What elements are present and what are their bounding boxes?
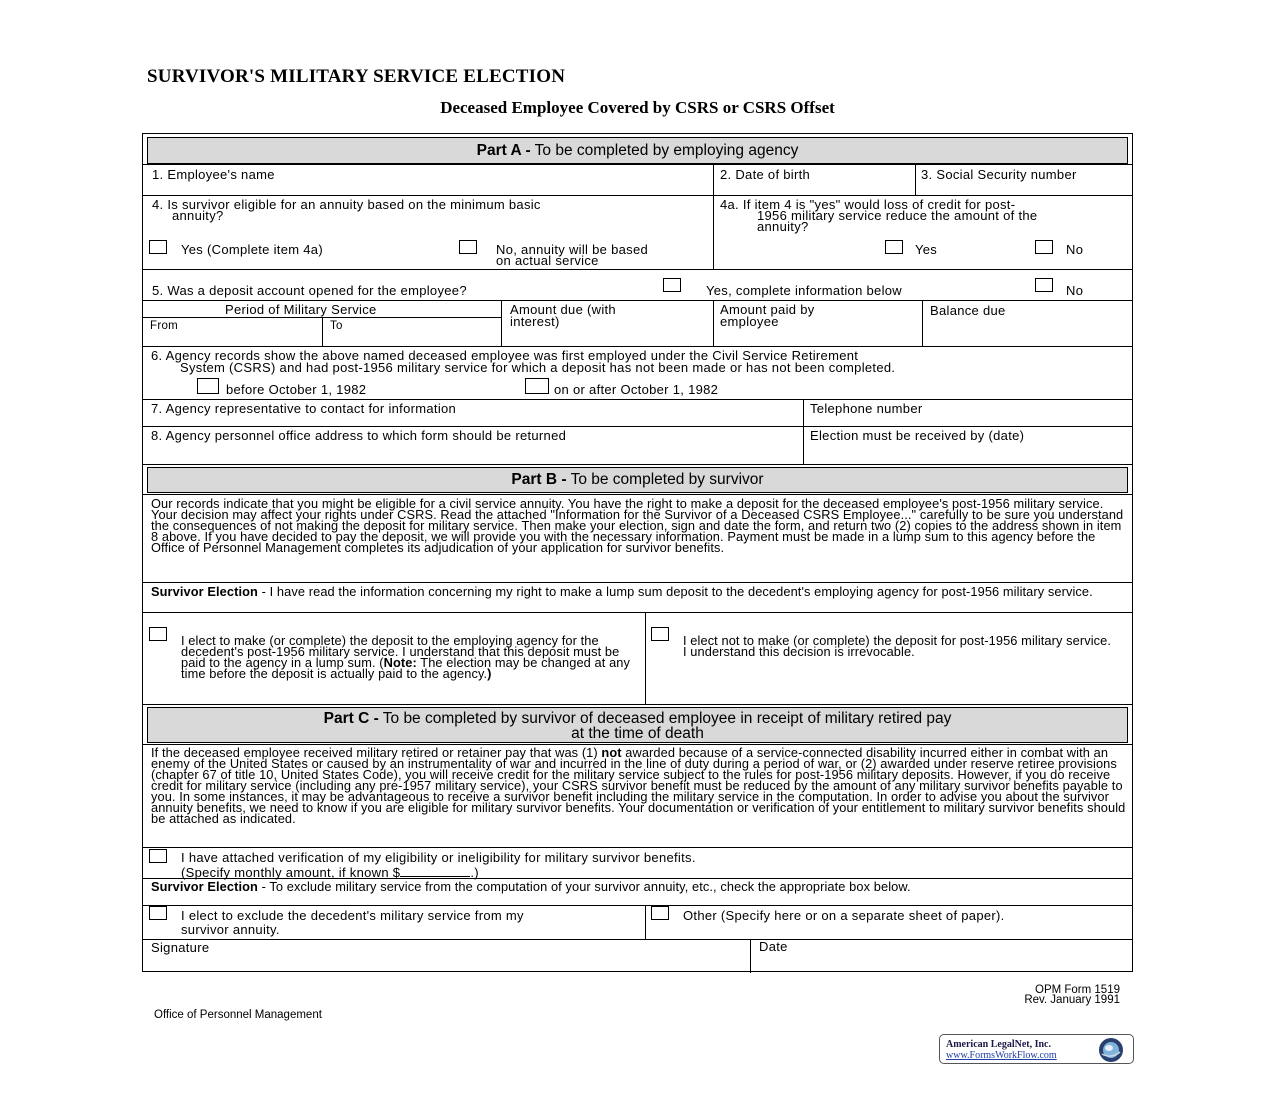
item4-no-label: No, annuity will be based: [496, 242, 649, 257]
part-a-heading: Part A - To be completed by employing agency: [147, 137, 1128, 164]
elect-not-make-deposit-checkbox[interactable]: [651, 627, 669, 641]
verification-text: I have attached verification of my eligibility or ineligibility for military survivor benefits.: [181, 850, 696, 865]
elect-not-make-deposit-text: I elect not to make (or complete) the deposit for post-1956 military service. I understand this decision is irrevocable.: [683, 633, 1112, 659]
amount-paid-label: Amount paid by: [720, 302, 815, 317]
form-subtitle: Deceased Employee Covered by CSRS or CSRS Offset: [440, 98, 835, 117]
item4-yes-label: Yes (Complete item 4a): [181, 242, 323, 257]
part-c-intro: If the deceased employee received military retired or retainer pay that was (1) not awarded because of a service-connected disability incurred either in combat with an enemy of the United States or caused by an instrumentality of war and incurred in the line of duty during a period of war, or (2) awarded under reserve retiree provisions (chapter 67 of title 10, United States Code), you will receive credit for the military service subject to the rules for post-1956 military deposits. However, if you do receive credit for military service (including any pre-1957 military service), your CSRS survivor benefit must be reduced by the amount of any military survivor benefits payable to you. In some instances, it may be advantageous to receive a survivor benefit including the military service in the computation. In order to advise you about the survivor annuity benefits, we need to know if you are eligible for military survivor benefits. Your documentation or verification of your entitlement to military survivor benefits should be attached as indicated.: [151, 745, 1126, 826]
exclude-military-text: I elect to exclude the decedent's military service from my: [181, 908, 524, 923]
item5-question: 5. Was a deposit account opened for the employee?: [152, 283, 467, 298]
exclude-military-checkbox[interactable]: [149, 906, 167, 920]
globe-icon: [1098, 1037, 1124, 1063]
item4-no-label-cont: on actual service: [496, 253, 599, 268]
logo-company: American LegalNet, Inc.: [946, 1039, 1051, 1050]
logo-url[interactable]: www.FormsWorkFlow.com: [946, 1050, 1057, 1061]
item6-text: 6. Agency records show the above named deceased employee was first employed under the Civil Service Retirement: [151, 348, 859, 363]
item4a-question: 4a. If item 4 is "yes" would loss of credit for post-: [720, 197, 1016, 212]
item5-no-checkbox[interactable]: [1035, 278, 1053, 292]
other-text: Other (Specify here or on a separate sheet of paper).: [683, 908, 1005, 923]
exclude-military-text-cont: survivor annuity.: [181, 922, 280, 937]
item4-yes-checkbox[interactable]: [149, 240, 167, 254]
elect-make-deposit-text: I elect to make (or complete) the deposit to the employing agency for the decedent's post-1956 military service. I understand that this deposit must be paid to the agency in a lump sum. (Note: The election may be changed at any time before the deposit is actually paid to the agency.): [181, 633, 631, 681]
legalnet-logo[interactable]: [939, 1034, 1134, 1064]
item6-after-label: on or after October 1, 1982: [554, 382, 719, 397]
signature-label: Signature: [151, 940, 210, 955]
date-label: Date: [759, 939, 788, 954]
elect-make-deposit-checkbox[interactable]: [149, 627, 167, 641]
item4a-question-cont: 1956 military service reduce the amount of the: [757, 208, 1038, 223]
form-title: SURVIVOR'S MILITARY SERVICE ELECTION: [147, 66, 566, 87]
date-of-birth-label: 2. Date of birth: [720, 167, 811, 182]
item4a-yes-label: Yes: [915, 242, 938, 257]
part-b-survivor-election: Survivor Election - I have read the information concerning my right to make a lump sum deposit to the decedent's employing agency for post-1956 military service.: [151, 584, 1093, 599]
item4-question-cont: annuity?: [172, 208, 224, 223]
part-b-heading: Part B - To be completed by survivor: [147, 467, 1128, 493]
from-label: From: [150, 320, 179, 332]
monthly-amount-field[interactable]: [400, 866, 470, 877]
item6-before-label: before October 1, 1982: [226, 382, 367, 397]
to-label: To: [330, 320, 343, 332]
amount-due-label-cont: interest): [510, 314, 560, 329]
election-received-label: Election must be received by (date): [810, 428, 1025, 443]
item8-label: 8. Agency personnel office address to which form should be returned: [151, 428, 567, 443]
verification-checkbox[interactable]: [149, 849, 167, 863]
part-c-survivor-election: Survivor Election - To exclude military service from the computation of your survivor annuity, etc., check the appropriate box below.: [151, 879, 911, 894]
item4a-no-checkbox[interactable]: [1035, 240, 1053, 254]
item7-label: 7. Agency representative to contact for information: [151, 401, 457, 416]
item4-no-checkbox[interactable]: [459, 240, 477, 254]
balance-due-label: Balance due: [930, 303, 1006, 318]
part-c-heading: Part C - To be completed by survivor of deceased employee in receipt of military retired pay at the time of death: [147, 707, 1128, 743]
item4a-question-cont2: annuity?: [757, 219, 809, 234]
item5-yes-label: Yes, complete information below: [706, 283, 902, 298]
part-b-intro: Our records indicate that you might be eligible for a civil service annuity. You have the right to make a deposit for the deceased employee's post-1956 military service. Your decision may affect your rights under CSRS. Read the attached "Information for the Survivor of a Deceased CSRS Employee..." carefully to be sure you understand the consequences of not making the deposit for military service. Then make your election, sign and date the form, and return two (2) copies to the address shown in item 8 above. If you have decided to pay the deposit, we will provide you with the necessary information. Payment must be made in a lump sum to this agency before the Office of Personnel Management completes its adjudication of your application for survivor benefits.: [151, 496, 1124, 555]
item4a-yes-checkbox[interactable]: [885, 240, 903, 254]
form-revision: Rev. January 1991: [1024, 994, 1120, 1006]
item4a-no-label: No: [1066, 242, 1084, 257]
employee-name-label: 1. Employee's name: [152, 167, 275, 182]
form-body: [142, 133, 1133, 972]
other-checkbox[interactable]: [651, 906, 669, 920]
item4-question: 4. Is survivor eligible for an annuity based on the minimum basic: [152, 197, 541, 212]
verification-amount: (Specify monthly amount, if known $ .): [181, 865, 479, 880]
item5-no-label: No: [1066, 283, 1084, 298]
item5-yes-checkbox[interactable]: [663, 278, 681, 292]
ssn-label: 3. Social Security number: [921, 167, 1077, 182]
period-military-service-header: Period of Military Service: [225, 302, 377, 317]
amount-paid-label-cont: employee: [720, 314, 779, 329]
amount-due-label: Amount due (with: [510, 302, 616, 317]
item6-before-checkbox[interactable]: [197, 378, 219, 394]
office-name: Office of Personnel Management: [154, 1009, 322, 1021]
item6-after-checkbox[interactable]: [525, 378, 549, 394]
item6-text-cont: System (CSRS) and had post-1956 military service for which a deposit has not been made or has not been completed.: [180, 360, 896, 375]
form-number: OPM Form 1519: [1035, 984, 1120, 996]
telephone-label: Telephone number: [810, 401, 923, 416]
